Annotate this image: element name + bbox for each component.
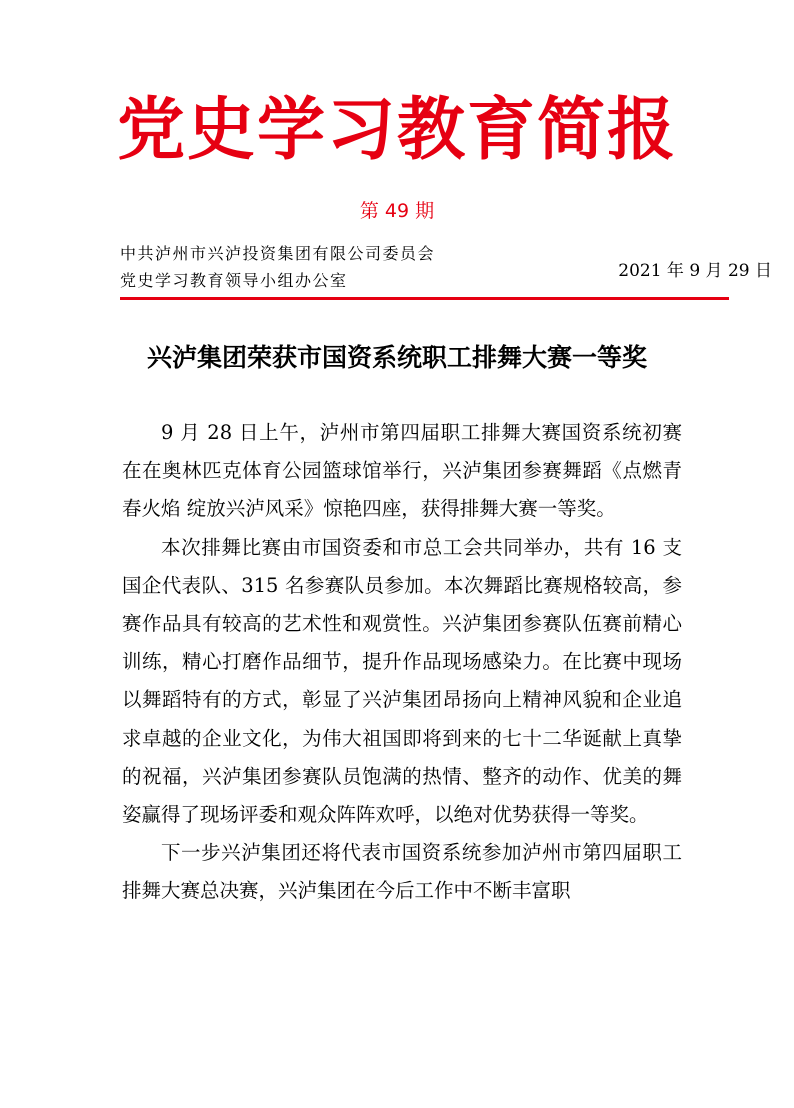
article-paragraph: 下一步兴泸集团还将代表市国资系统参加泸州市第四届职工排舞大赛总决赛，兴泸集团在今后工作中不断丰富职 — [122, 841, 682, 903]
issue-date: 2021 年 9 月 29 日 — [618, 261, 772, 281]
issue-number: 第 49 期 — [359, 200, 435, 222]
red-divider-line — [120, 297, 729, 300]
article-body — [122, 414, 682, 911]
article-paragraph: 本次排舞比赛由市国资委和市总工会共同举办，共有 16 支国企代表队、315 名参赛队员参加。本次舞蹈比赛规格较高，参赛作品具有较高的艺术性和观赏性。兴泸集团参赛队伍赛前精心训练，精心打磨作品细节，提升作品现场感染力。在比赛中现场以舞蹈特有的方式，彰显了兴泸集团昂扬向上精神风貌和企业追求卓越的企业文化，为伟大祖国即将到来的七十二华诞献上真挚的祝福，兴泸集团参赛队员饱满的热情、整齐的动作、优美的舞姿赢得了现场评委和观众阵阵欢呼，以绝对优势获得一等奖。 — [122, 535, 682, 827]
issuer-office: 党史学习教育领导小组办公室 — [120, 271, 348, 290]
article-title: 兴泸集团荣获市国资系统职工排舞大赛一等奖 — [146, 343, 647, 372]
issuer-block — [120, 240, 435, 294]
article-paragraph: 9 月 28 日上午，泸州市第四届职工排舞大赛国资系统初赛在在奥林匹克体育公园篮球馆举行，兴泸集团参赛舞蹈《点燃青春火焰 绽放兴泸风采》惊艳四座，获得排舞大赛一等奖。 — [122, 421, 682, 521]
bulletin-masthead-title: 党史学习教育简报 — [116, 90, 677, 170]
issuer-committee: 中共泸州市兴泸投资集团有限公司委员会 — [120, 244, 436, 263]
